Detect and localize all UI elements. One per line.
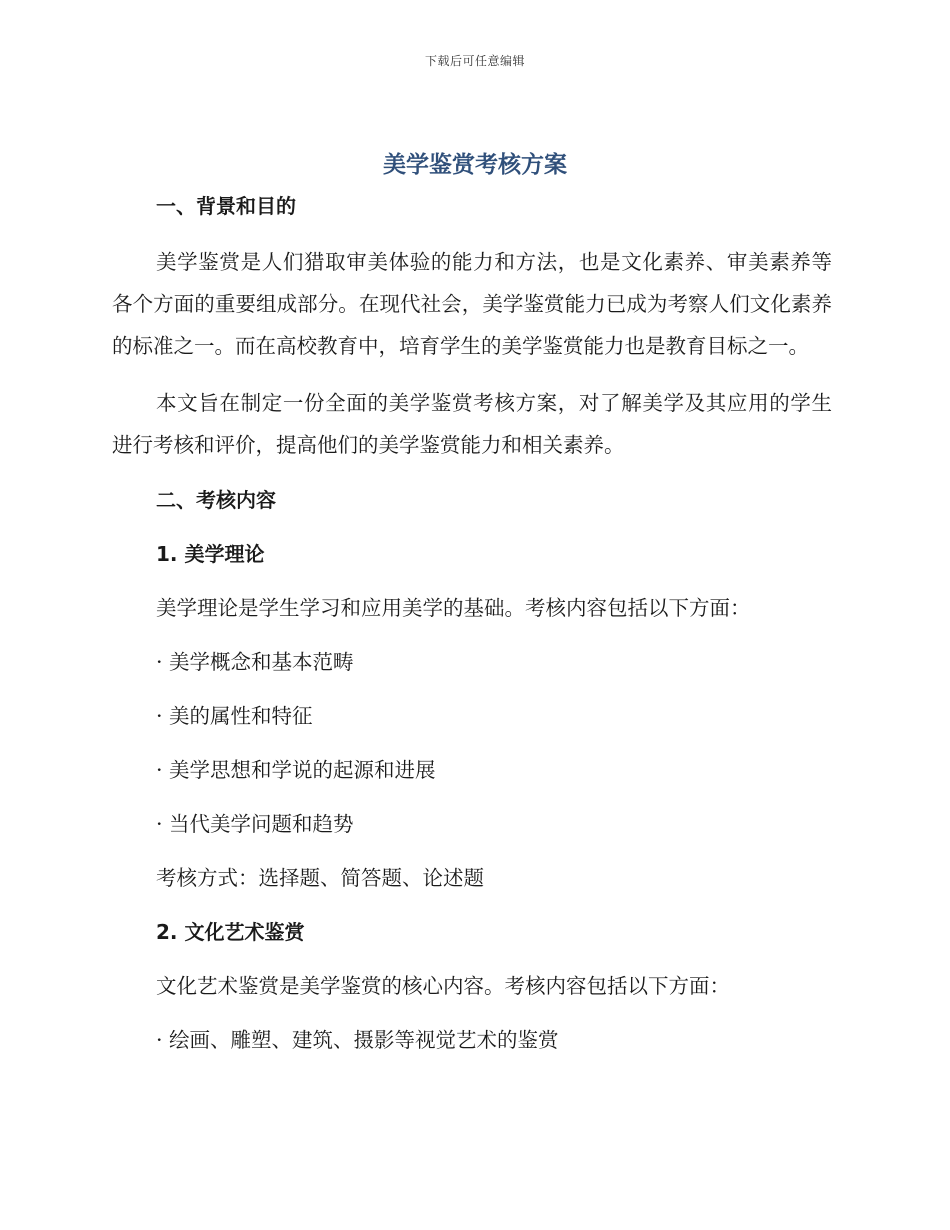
list-item: · 绘画、雕塑、建筑、摄影等视觉艺术的鉴赏 (156, 1028, 559, 1052)
subsection1-method: 考核方式：选择题、简答题、论述题 (156, 866, 484, 890)
list-item: · 美学思想和学说的起源和进展 (156, 758, 436, 782)
subsection1-heading: 1. 美学理论 (156, 542, 265, 566)
section1-paragraph-1: 美学鉴赏是人们猎取审美体验的能力和方法，也是文化素养、审美素养等各个方面的重要组成部分。在现代社会，美学鉴赏能力已成为考察人们文化素养的标准之一。而在高校教育中，培育学生的美学鉴赏能力也是教育目标之一。 (112, 250, 832, 358)
subsection2-intro: 文化艺术鉴赏是美学鉴赏的核心内容。考核内容包括以下方面： (156, 974, 730, 998)
list-item: · 美的属性和特征 (156, 704, 313, 728)
document-title: 美学鉴赏考核方案 (383, 152, 567, 178)
list-item: · 美学概念和基本范畴 (156, 650, 354, 674)
subsection1-intro: 美学理论是学生学习和应用美学的基础。考核内容包括以下方面： (156, 596, 751, 620)
section1-paragraph-2: 本文旨在制定一份全面的美学鉴赏考核方案，对了解美学及其应用的学生进行考核和评价，提高他们的美学鉴赏能力和相关素养。 (112, 391, 832, 457)
subsection2-heading: 2. 文化艺术鉴赏 (156, 920, 305, 944)
section1-heading: 一、背景和目的 (156, 194, 296, 218)
header-note: 下载后可任意编辑 (424, 54, 525, 68)
list-item: · 当代美学问题和趋势 (156, 812, 354, 836)
section2-heading: 二、考核内容 (156, 488, 276, 512)
document-body (112, 186, 832, 1060)
